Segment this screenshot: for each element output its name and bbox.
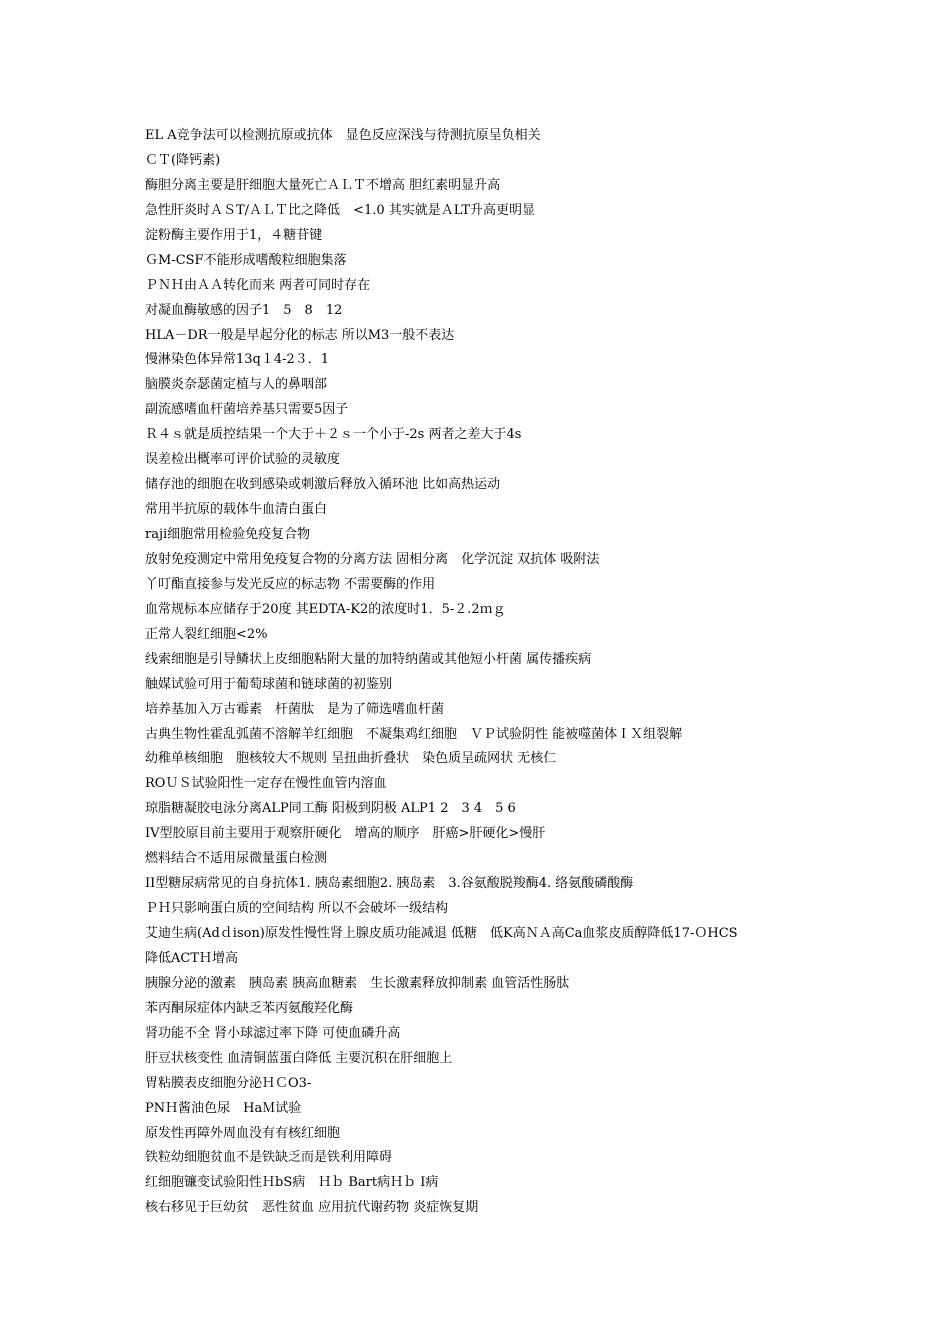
text-line: 幼稚单核细胞 胞核较大不规则 呈扭曲折叠状 染色质呈疏网状 无核仁 [145,751,557,767]
notes-text-block [145,124,825,1221]
text-line: ROＵＳ试验阳性一定存在慢性血管内溶血 [145,776,387,792]
text-line: 肝豆状核变性 血清铜蓝蛋白降低 主要沉积在肝细胞上 [145,1050,453,1066]
text-line: 古典生物性霍乱弧菌不溶解羊红细胞 不凝集鸡红细胞 ＶＰ试验阴性 能被噬菌体ＩＸ组裂解 [145,726,683,742]
text-line: II型糖尿病常见的自身抗体1. 胰岛素细胞2. 胰岛素 3.谷氨酸脱羧酶4. 络氨酸磷酸酶 [145,876,634,892]
text-line: ＧM-CSF不能形成嗜酸粒细胞集落 [145,252,347,268]
text-line: 误差检出概率可评价试验的灵敏度 [145,452,341,468]
text-line: 慢淋染色体异常13q１4-2３．1 [145,352,330,368]
text-line: 正常人裂红细胞<2% [145,626,268,642]
text-line: 胰腺分泌的激素 胰岛素 胰高血糖素 生长激素释放抑制素 血管活性肠肽 [145,975,570,991]
text-line: ＰＨ只影响蛋白质的空间结构 所以不会破坏一级结构 [145,901,449,917]
text-line: ＰＮＨ由ＡＡ转化而来 两者可同时存在 [145,277,371,293]
text-line: 触媒试验可用于葡萄球菌和链球菌的初鉴别 [145,676,393,692]
text-line: 脑膜炎奈瑟菌定植与人的鼻咽部 [145,377,328,393]
text-line: 对凝血酶敏感的因子1 5 8 12 [145,302,343,318]
text-line: Ｒ４ｓ就是质控结果一个大于＋２ｓ一个小于-2s 两者之差大于4s [145,427,522,443]
text-line: ＣＴ(降钙素) [145,152,221,168]
text-line: 放射免疫测定中常用免疫复合物的分离方法 固相分离 化学沉淀 双抗体 吸附法 [145,551,600,567]
text-line: PNＨ酱油色尿 HaＭ试验 [145,1100,302,1116]
text-line: 核右移见于巨幼贫 恶性贫血 应用抗代谢药物 炎症恢复期 [145,1200,479,1216]
text-line: 丫叮酯直接参与发光反应的标志物 不需要酶的作用 [145,576,436,592]
text-line: 红细胞镰变试验阳性ＨbS病 Ｈｂ Bart病Ｈｂ I病 [145,1175,439,1191]
text-line: 储存池的细胞在收到感染或刺激后释放入循环池 比如高热运动 [145,477,501,493]
text-line: 线索细胞是引导鳞状上皮细胞粘附大量的加特纳菌或其他短小杆菌 属传播疾病 [145,651,592,667]
text-line: 胃粘膜表皮细胞分泌ＨＣO3- [145,1075,312,1091]
text-line: 淀粉酶主要作用于1，４糖苷键 [145,227,323,243]
text-line: raji细胞常用检验免疫复合物 [145,527,311,542]
text-line: EL A竞争法可以检测抗原或抗体 显色反应深浅与待测抗原呈负相关 [145,128,541,143]
text-line: 酶胆分离主要是肝细胞大量死亡ＡＬＴ不增高 胆红素明显升高 [145,177,501,193]
text-line: 琼脂糖凝胶电泳分离ALP同工酶 阳极到阴极 ALP1 2 3 4 5 6 [145,801,516,817]
text-line: 降低ACTＨ增高 [145,950,239,966]
text-line: 常用半抗原的载体牛血清白蛋白 [145,502,328,518]
text-line: 培养基加入万古霉素 杆菌肽 是为了筛选嗜血杆菌 [145,701,445,717]
text-line: 苯丙酮尿症体内缺乏苯丙氨酸羟化酶 [145,1000,354,1016]
text-line: 副流感嗜血杆菌培养基只需要5因子 [145,402,349,418]
text-line: 原发性再障外周血没有有核红细胞 [145,1125,341,1141]
text-line: IV型胶原目前主要用于观察肝硬化 增高的顺序 肝癌>肝硬化>慢肝 [145,826,546,842]
text-line: 急性肝炎时ＡＳT/ＡＬＴ比之降低 <1.0 其实就是ＡLT升高更明显 [145,202,535,218]
text-line: HLA－DR一般是早起分化的标志 所以M3一般不表达 [145,327,455,343]
text-line: 艾迪生病(Adｄison)原发性慢性肾上腺皮质功能减退 低糖 低K高ＮＡ高Ca血浆皮质醇降低17-ＯHCS [145,926,738,941]
text-line: 血常规标本应储存于20度 其EDTA-K2的浓度时1．5-２.2ｍｇ [145,601,506,617]
text-line: 燃料结合不适用尿微量蛋白检测 [145,851,328,867]
text-line: 肾功能不全 肾小球滤过率下降 可使血磷升高 [145,1025,401,1041]
text-line: 铁粒幼细胞贫血不是铁缺乏而是铁利用障碍 [145,1150,393,1166]
